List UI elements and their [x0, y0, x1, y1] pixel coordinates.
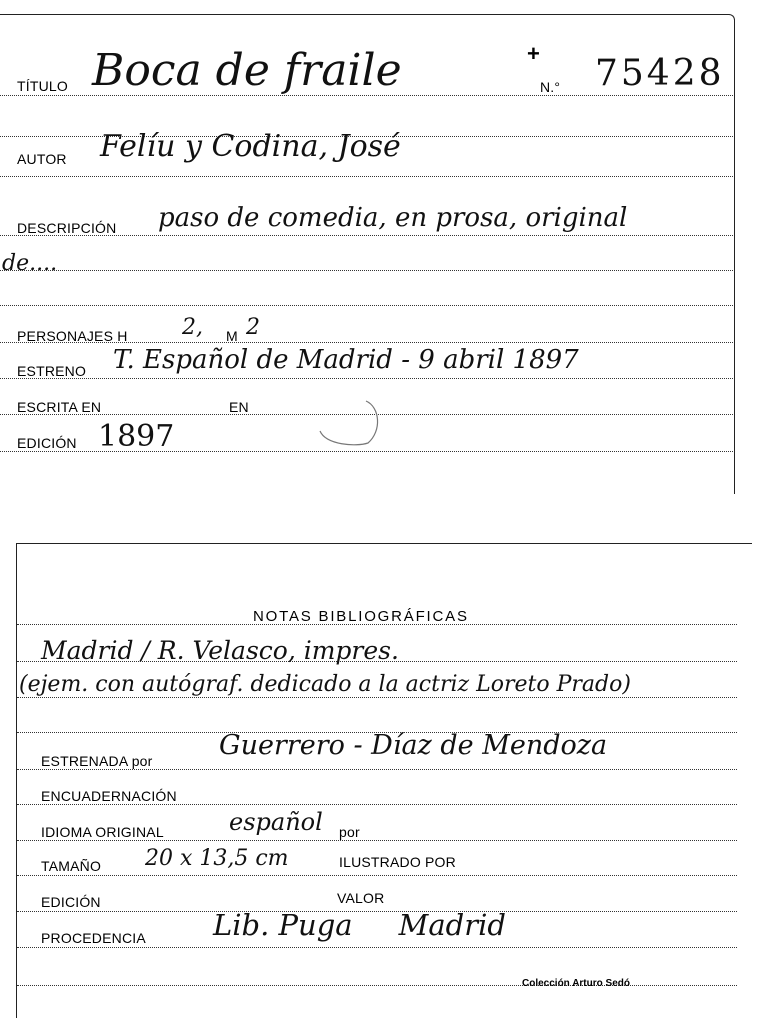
titulo-value: Boca de fraile — [92, 45, 402, 96]
line-rule — [0, 270, 733, 271]
descripcion-label: DESCRIPCIÓN — [17, 220, 117, 236]
estrenada-label: ESTRENADA por — [41, 753, 153, 769]
line-rule — [17, 697, 737, 698]
numero-value: 75428 — [595, 53, 725, 94]
estrenada-value: Guerrero - Díaz de Mendoza — [219, 730, 608, 761]
personajes-h-value: 2, — [182, 315, 203, 340]
line-rule — [17, 840, 737, 841]
encuadernacion-label: ENCUADERNACIÓN — [41, 788, 177, 804]
line-rule — [17, 947, 737, 948]
titulo-label: TÍTULO — [17, 78, 68, 94]
personajes-m-label: M — [226, 328, 238, 344]
catalog-card-notes — [16, 543, 752, 1018]
line-rule — [17, 804, 737, 805]
idioma-label: IDIOMA ORIGINAL — [41, 824, 164, 840]
ilustrado-label: ILUSTRADO POR — [339, 854, 456, 870]
procedencia-label: PROCEDENCIA — [41, 930, 146, 946]
catalog-card-main — [0, 14, 735, 494]
punch-hole — [316, 397, 382, 447]
line-rule — [0, 305, 733, 306]
escrita-en-label: ESCRITA EN — [17, 399, 102, 415]
personajes-m-value: 2 — [246, 315, 260, 340]
autor-label: AUTOR — [17, 151, 67, 167]
line-rule — [17, 769, 737, 770]
line-rule — [0, 378, 733, 379]
idioma-value: español — [229, 808, 323, 836]
valor-label: VALOR — [337, 890, 385, 906]
procedencia-value: Lib. Puga Madrid — [213, 908, 506, 942]
notas-line-2: (ejem. con autógraf. dedicado a la actriz Loreto Prado) — [19, 672, 631, 697]
personajes-label: PERSONAJES H — [17, 328, 128, 344]
tamano-label: TAMAÑO — [41, 858, 102, 874]
notas-heading: NOTAS BIBLIOGRÁFICAS — [253, 608, 469, 625]
numero-label: N.° — [540, 79, 561, 95]
tamano-value: 20 x 13,5 cm — [145, 846, 289, 871]
collection-stamp: Colección Arturo Sedó — [522, 978, 630, 989]
en-label: EN — [229, 399, 249, 415]
autor-value: Felíu y Codina, José — [100, 129, 401, 164]
estreno-value: T. Español de Madrid - 9 abril 1897 — [113, 345, 579, 375]
descripcion-value-continued: de.... — [2, 251, 58, 276]
por-label: por — [339, 824, 360, 840]
line-rule — [0, 176, 733, 177]
edicion-label: EDICIÓN — [17, 435, 77, 451]
descripcion-value: paso de comedia, en prosa, original — [158, 203, 628, 233]
estreno-label: ESTRENO — [17, 363, 87, 379]
edicion-value: 1897 — [98, 419, 175, 454]
line-rule — [17, 875, 737, 876]
notas-line-1: Madrid / R. Velasco, impres. — [41, 636, 399, 665]
cross-mark: + — [527, 41, 540, 66]
edicion-label-bottom: EDICIÓN — [41, 894, 101, 910]
